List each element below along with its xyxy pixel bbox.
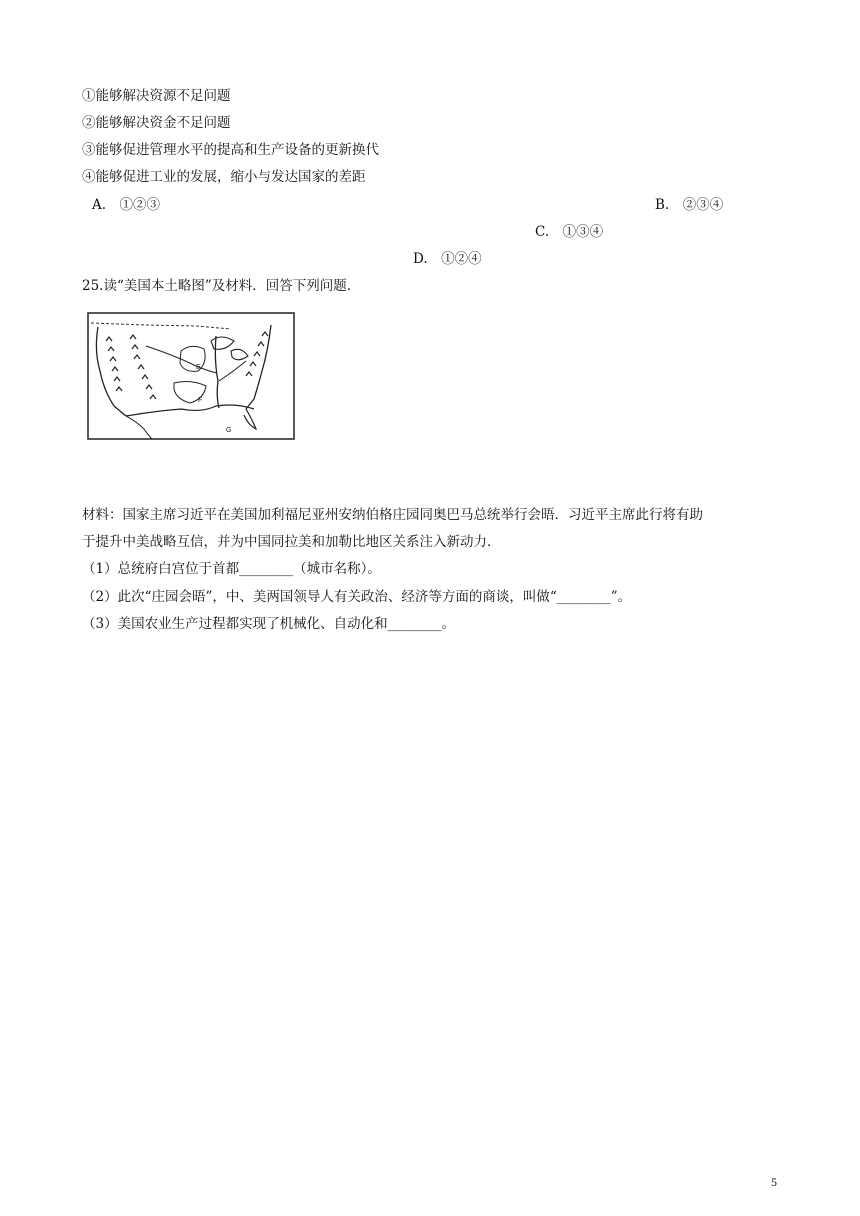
map-label-f: F bbox=[198, 397, 203, 404]
option-b: B. ②③④ bbox=[655, 197, 724, 213]
us-mainland-map bbox=[86, 311, 296, 441]
option-a: A. ①②③ bbox=[92, 197, 161, 213]
page-number: 5 bbox=[771, 1175, 777, 1189]
statement-4: ④能够促进工业的发展，缩小与发达国家的差距 bbox=[82, 169, 366, 185]
map-label-g: G bbox=[226, 427, 232, 434]
option-d: D. ①②④ bbox=[413, 251, 482, 267]
statement-2: ②能够解决资金不足问题 bbox=[82, 115, 231, 131]
statement-3: ③能够促进管理水平的提高和生产设备的更新换代 bbox=[82, 142, 379, 158]
map-label-e: E bbox=[196, 364, 201, 371]
question-25-stem: 25.读“美国本土略图”及材料．回答下列问题． bbox=[82, 278, 361, 294]
statement-1: ①能够解决资源不足问题 bbox=[82, 88, 231, 104]
material-line-1: 材料：国家主席习近平在美国加利福尼亚州安纳伯格庄园同奥巴马总统举行会晤．习近平主席此行将有助 bbox=[82, 507, 703, 523]
sub-question-1: （1）总统府白宫位于首都________（城市名称）。 bbox=[82, 561, 381, 577]
option-c: C. ①③④ bbox=[535, 224, 604, 240]
material-line-2: 于提升中美战略互信，并为中国同拉美和加勒比地区关系注入新动力． bbox=[82, 534, 501, 550]
sub-question-3: （3）美国农业生产过程都实现了机械化、自动化和________。 bbox=[82, 616, 456, 632]
sub-question-2: （2）此次“庄园会晤”，中、美两国领导人有关政治、经济等方面的商谈，叫做“________”。 bbox=[82, 589, 632, 605]
